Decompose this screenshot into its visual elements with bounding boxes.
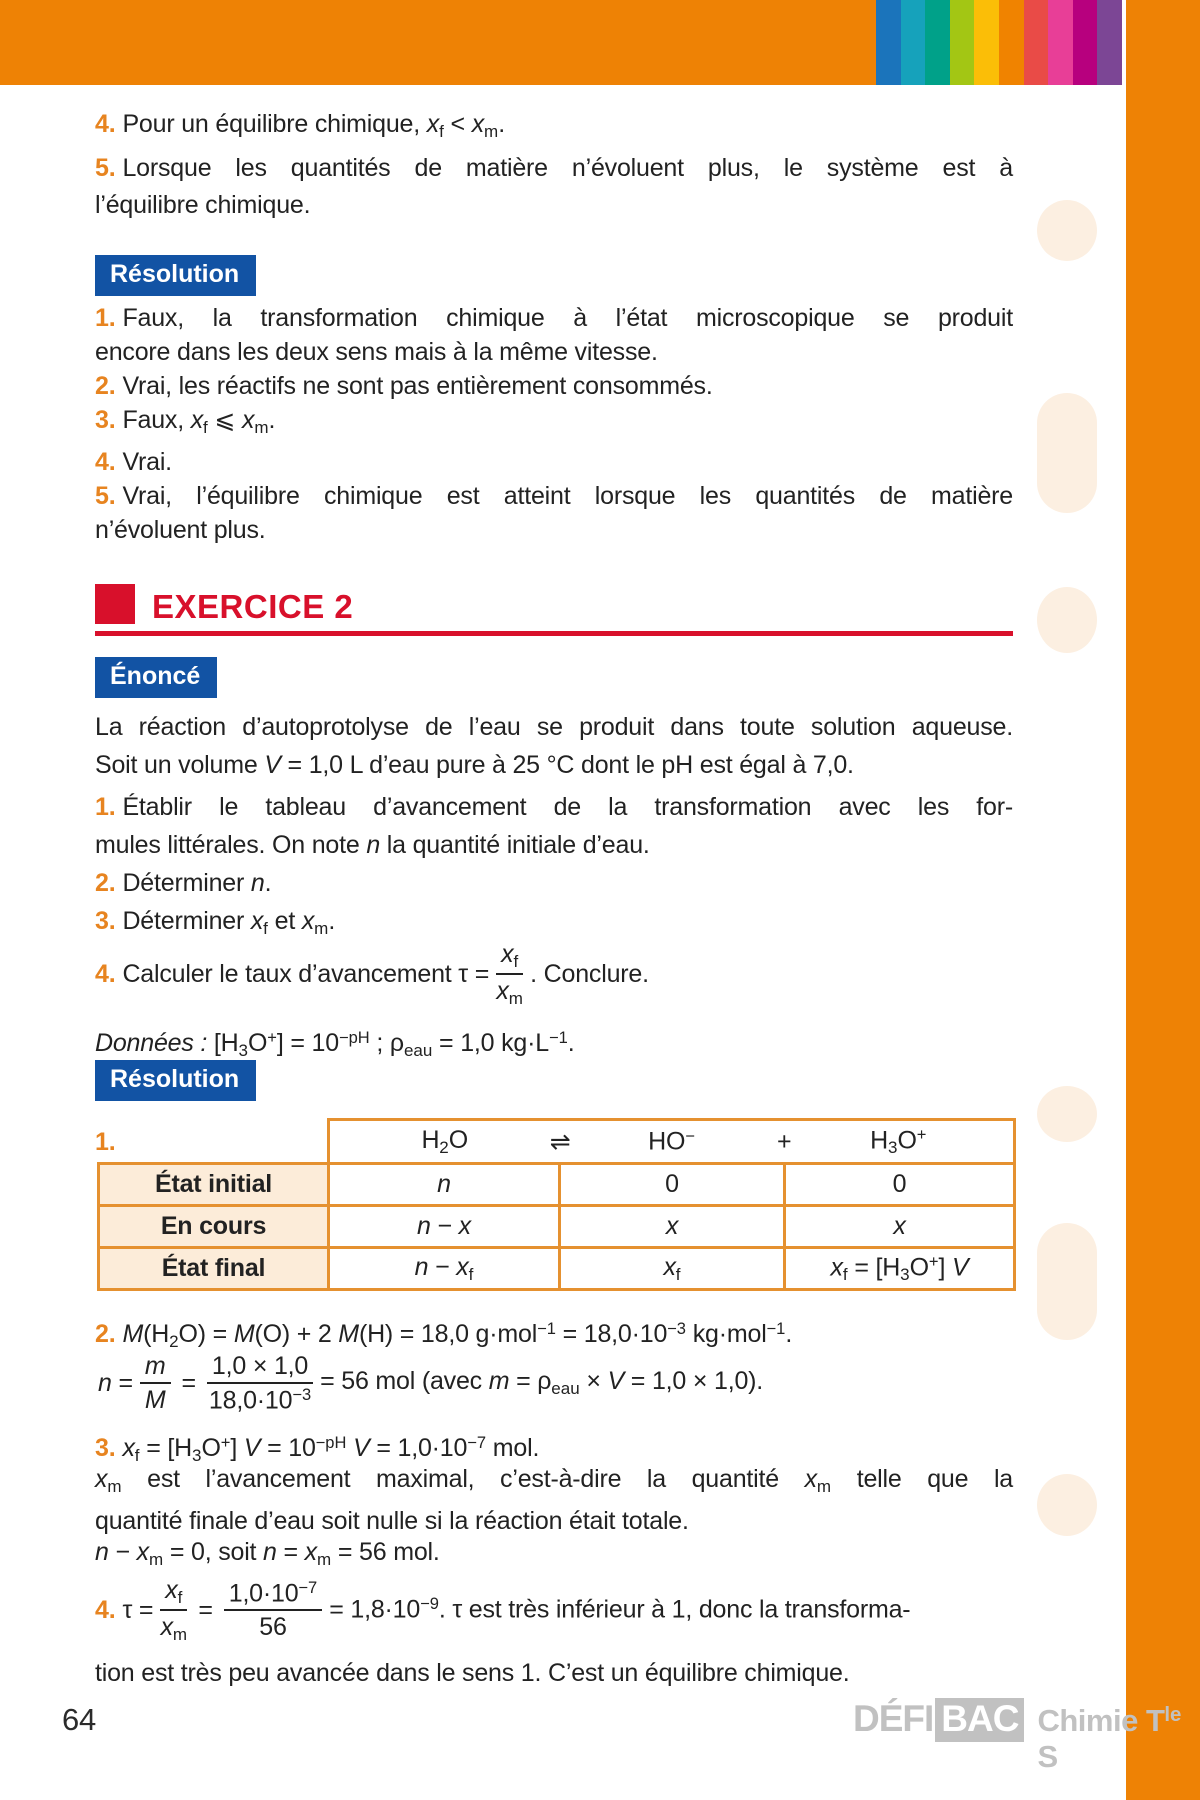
table-header-row	[99, 1120, 1015, 1164]
stripe	[1073, 0, 1098, 85]
logo-level-t: T	[1145, 1703, 1165, 1738]
question-text: . Conclure.	[530, 959, 649, 988]
step-text: $n - x_m = 0$, soit $n = x_m = 56$ mol.	[95, 1538, 440, 1569]
question-text: Calculer le taux d’avancement τ =	[122, 959, 490, 988]
formula-tail: = $1,8\cdot 10^{-9}$. τ est très inférieur à 1, donc la transforma-	[329, 1595, 911, 1624]
fraction-numerator: 1,0 × 1,0	[207, 1352, 313, 1384]
equilibrium-arrow-icon: ⇌	[549, 1127, 571, 1156]
questions-block	[95, 788, 1013, 948]
question-text: mules littérales. On note n la quantité initiale d’eau.	[95, 831, 650, 859]
item-number: 4.	[95, 959, 116, 988]
deco-blob	[1037, 1474, 1097, 1536]
equals-sign: =	[181, 1368, 196, 1397]
question-4-line	[95, 938, 1025, 1010]
fraction-denominator: 56	[259, 1613, 287, 1642]
step-text: $M(H_2O) = M(O) + 2$ M(H) = 18,0 $g\cdot mol^{-1} = 18,0\cdot 10^{-3}$ kg·mol$^{-1}$.	[122, 1320, 793, 1351]
step4-conclusion-line	[95, 1654, 1013, 1692]
resolution-line	[95, 513, 1013, 547]
table-row	[99, 1164, 1015, 1206]
item-number: 3.	[95, 406, 116, 434]
item-number: 2.	[95, 1320, 116, 1349]
stripe	[999, 0, 1024, 85]
table-blank-cell	[99, 1120, 329, 1164]
donnees-text: Données : $[H_3O^+] = 10^{-pH}$ ; $\rho_{eau} = 1,0$ $kg\cdot L^{-1}$.	[95, 1029, 575, 1060]
table-cell: x	[560, 1206, 785, 1248]
formula-lead: n =	[98, 1368, 133, 1397]
step-line	[95, 1462, 1013, 1504]
step3-conclusion-line	[95, 1534, 1013, 1578]
logo-defi: DÉFI	[853, 1698, 934, 1739]
deco-blob	[1037, 1086, 1097, 1142]
resolution-text: n’évoluent plus.	[95, 515, 266, 544]
reactant-formula: $H_2O$	[421, 1125, 469, 1157]
fraction-denominator: $x_m$	[496, 977, 523, 1008]
table-item-number: 1.	[95, 1128, 116, 1156]
answer-line	[95, 150, 1013, 187]
step4-formula-line	[95, 1576, 1035, 1644]
resolution-text: Faux, la transformation chimique à l’état microscopique se produit	[122, 304, 1013, 332]
table-cell: x	[785, 1206, 1015, 1248]
formula-tail: = 56 mol (avec $m = \rho_{eau} \times V = 1,0 \times 1,0$).	[320, 1367, 764, 1398]
table-cell: $x_f = [H_3O^+]$ V	[785, 1248, 1015, 1290]
product2-formula: $H_3O^+$	[870, 1125, 927, 1157]
resolution-line	[95, 301, 1013, 335]
answer-line	[95, 187, 1013, 224]
item-number: 3.	[95, 907, 116, 935]
item-number: 4.	[95, 1595, 116, 1624]
item-number: 3.	[95, 1434, 116, 1463]
table-row	[99, 1206, 1015, 1248]
step-text: quantité finale d’eau soit nulle si la réaction était totale.	[95, 1506, 689, 1535]
question-line	[95, 864, 1013, 902]
fraction-numerator: $x_f$	[160, 1576, 187, 1611]
stripe	[1097, 0, 1122, 85]
stripe	[876, 0, 901, 85]
resolution-text: Vrai.	[122, 447, 172, 476]
fraction-numerator: $x_f$	[496, 940, 523, 975]
page-number: 64	[62, 1702, 97, 1737]
deco-blob	[1037, 587, 1097, 653]
row-label: État initial	[99, 1164, 329, 1206]
item-number: 2.	[95, 372, 116, 400]
resolution-line	[95, 403, 1013, 445]
answer-text: Lorsque les quantités de matière n’évoluent plus, le système est à	[122, 153, 1013, 182]
item-number: 5.	[95, 481, 116, 510]
question-text: Établir le tableau d’avancement de la transformation avec les for-	[122, 793, 1013, 821]
stripe	[901, 0, 926, 85]
item-number: 1.	[95, 793, 116, 821]
answers-top-block	[95, 106, 1013, 224]
resolution-line	[95, 369, 1013, 403]
resolution-text: Vrai, l’équilibre chimique est atteint lorsque les quantités de matière	[122, 481, 1013, 510]
enonce-intro-block	[95, 708, 1013, 784]
logo-level-le: le	[1164, 1702, 1182, 1726]
fraction	[140, 1352, 171, 1414]
exercise-square-icon	[95, 584, 135, 624]
exercise-underline	[95, 631, 1013, 636]
table-cell: 0	[560, 1164, 785, 1206]
fraction-denominator: M	[144, 1386, 166, 1414]
right-orange-sidebar	[1126, 0, 1200, 1800]
stripe	[950, 0, 975, 85]
deco-blob	[1037, 1223, 1097, 1340]
footer-logo	[853, 1698, 1200, 1775]
deco-blob	[1037, 200, 1097, 261]
intro-line	[95, 746, 1013, 784]
fraction	[160, 1576, 187, 1644]
question-line	[95, 788, 1013, 826]
fraction-denominator: $18,0\cdot 10^{-3}$	[208, 1385, 312, 1415]
fraction	[207, 1352, 313, 1414]
step3-explanation	[95, 1462, 1013, 1538]
advancement-table	[97, 1118, 1016, 1291]
fraction	[224, 1579, 323, 1641]
resolution-heading: Résolution	[95, 255, 256, 296]
table-cell: n	[329, 1164, 560, 1206]
stripe	[1048, 0, 1073, 85]
step-text: $x_m$ est l’avancement maximal, c’est-à-dire la quantité $x_m$ telle que la	[95, 1465, 1014, 1496]
logo-bac-badge: BAC	[935, 1698, 1024, 1742]
question-text: Déterminer $x_f$ et $x_m$.	[122, 907, 336, 938]
resolution-line	[95, 479, 1013, 513]
fraction-denominator: $x_m$	[160, 1613, 188, 1644]
row-label: État final	[99, 1248, 329, 1290]
question-line	[95, 826, 1013, 864]
row-label: En cours	[99, 1206, 329, 1248]
logo-subject-text: Chimie	[1037, 1703, 1138, 1738]
resolution-text: Vrai, les réactifs ne sont pas entièrement consommés.	[122, 372, 713, 400]
item-number: 1.	[95, 304, 116, 332]
item-number: 2.	[95, 869, 116, 897]
exercise-title: EXERCICE 2	[152, 588, 354, 625]
resolution-text: Faux, $x_f$ ⩽ $x_m$.	[122, 406, 276, 437]
resolution-line	[95, 445, 1013, 479]
resolution-text: encore dans les deux sens mais à la même vitesse.	[95, 338, 658, 366]
enonce-heading: Énoncé	[95, 657, 217, 698]
intro-text: La réaction d’autoprotolyse de l’eau se produit dans toute solution aqueuse.	[95, 713, 1013, 741]
answer-line	[95, 106, 1013, 150]
logo-level-s: S	[1037, 1739, 1058, 1774]
item-number: 4.	[95, 110, 116, 138]
item-number: 4.	[95, 447, 116, 476]
fraction-numerator: m	[140, 1352, 171, 1384]
table-cell: 0	[785, 1164, 1015, 1206]
deco-blob	[1037, 393, 1097, 513]
stripe	[1024, 0, 1049, 85]
table-cell: $x_f$	[560, 1248, 785, 1290]
table-row	[99, 1248, 1015, 1290]
plus-sign: +	[776, 1127, 792, 1155]
intro-line	[95, 708, 1013, 746]
fraction-numerator: $1,0\cdot 10^{-7}$	[224, 1579, 323, 1611]
step-line	[95, 1504, 1013, 1538]
reaction-equation-cell	[329, 1120, 1015, 1164]
question-text: Déterminer n.	[122, 869, 272, 897]
table-cell: $n - x_f$	[329, 1248, 560, 1290]
step-text: tion est très peu avancée dans le sens 1. C’est un équilibre chimique.	[95, 1659, 850, 1687]
step2-formula-line	[98, 1352, 1028, 1414]
logo-subject	[1037, 1703, 1200, 1775]
fraction	[496, 940, 523, 1008]
equals-sign: =	[198, 1595, 213, 1624]
product1-formula: HO−	[648, 1126, 695, 1156]
intro-text: Soit un volume V = 1,0 L d’eau pure à 25 °C dont le pH est égal à 7,0.	[95, 751, 854, 779]
table-cell: n − x	[329, 1206, 560, 1248]
resolution-line	[95, 335, 1013, 369]
answer-text: Pour un équilibre chimique, $x_f < x_m$.	[122, 110, 505, 141]
step-text: $x_f = [H_3O^+] V = 10^{-pH}$ $V = 1,0\cdot 10^{-7}$ mol.	[122, 1434, 540, 1465]
resolution1-block	[95, 301, 1013, 547]
answer-text: l’équilibre chimique.	[95, 190, 311, 219]
item-number: 5.	[95, 153, 116, 182]
color-stripe-bar	[876, 0, 1122, 85]
stripe	[974, 0, 999, 85]
formula-lead: τ =	[122, 1595, 154, 1624]
top-orange-banner	[0, 0, 876, 85]
stripe	[925, 0, 950, 85]
resolution-heading: Résolution	[95, 1060, 256, 1101]
